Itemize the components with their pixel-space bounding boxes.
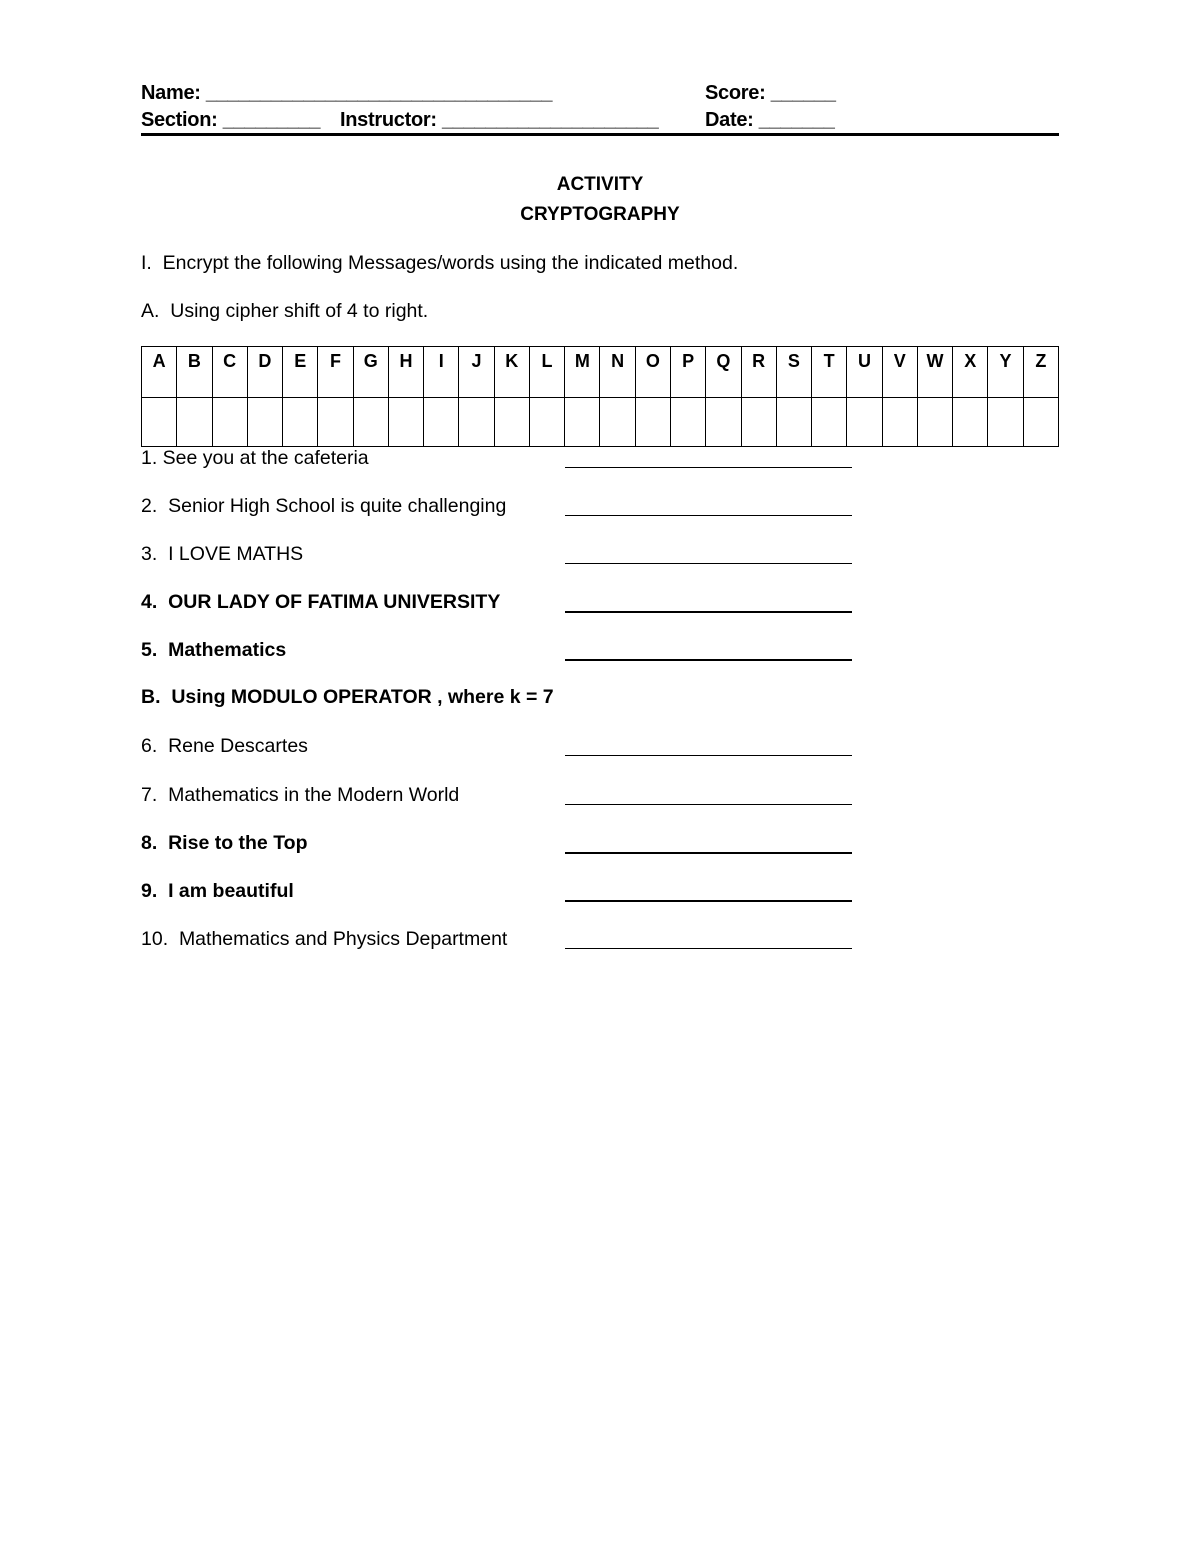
instructor-field-label: Instructor: ____________________ — [340, 109, 659, 131]
cipher-answer-cell[interactable] — [494, 398, 529, 447]
name-field-label: Name: ________________________________ — [141, 82, 553, 104]
cipher-answer-cell[interactable] — [635, 398, 670, 447]
part-a-heading: A. Using cipher shift of 4 to right. — [141, 300, 429, 322]
cipher-answer-cell[interactable] — [459, 398, 494, 447]
alphabet-letter-cell: N — [600, 347, 635, 398]
question-item: 9. I am beautiful — [141, 880, 294, 902]
answer-blank[interactable] — [565, 882, 852, 902]
section-field-label: Section: _________ — [141, 109, 321, 131]
answer-blank[interactable] — [565, 593, 852, 613]
alphabet-letter-cell: U — [847, 347, 882, 398]
alphabet-letter-cell: H — [388, 347, 423, 398]
cipher-answer-cell[interactable] — [776, 398, 811, 447]
alphabet-letter-cell: P — [670, 347, 705, 398]
alphabet-letter-cell: Q — [706, 347, 741, 398]
question-item: 10. Mathematics and Physics Department — [141, 928, 508, 950]
alphabet-letter-cell: F — [318, 347, 353, 398]
cryptography-title: CRYPTOGRAPHY — [520, 204, 680, 225]
cipher-answer-cell[interactable] — [212, 398, 247, 447]
answer-blank[interactable] — [565, 930, 852, 949]
question-item: 1. See you at the cafeteria — [141, 447, 369, 469]
question-item: 2. Senior High School is quite challenging — [141, 495, 507, 517]
cipher-answer-cell[interactable] — [847, 398, 882, 447]
cipher-answer-cell[interactable] — [177, 398, 212, 447]
cipher-answer-cell[interactable] — [318, 398, 353, 447]
activity-title: ACTIVITY — [556, 174, 644, 195]
alphabet-letter-cell: R — [741, 347, 776, 398]
instruction-text: I. Encrypt the following Messages/words using the indicated method. — [141, 252, 739, 274]
alphabet-letters-row — [142, 347, 1059, 398]
alphabet-letter-cell: M — [565, 347, 600, 398]
alphabet-letter-cell: B — [177, 347, 212, 398]
alphabet-letter-cell: G — [353, 347, 388, 398]
alphabet-letter-cell: C — [212, 347, 247, 398]
cipher-answer-cell[interactable] — [142, 398, 177, 447]
score-field-label: Score: ______ — [705, 82, 836, 104]
alphabet-letter-cell: T — [812, 347, 847, 398]
cipher-answer-cell[interactable] — [353, 398, 388, 447]
answer-blank[interactable] — [565, 834, 852, 854]
cipher-answer-cell[interactable] — [388, 398, 423, 447]
cipher-answer-cell[interactable] — [706, 398, 741, 447]
cipher-answer-cell[interactable] — [917, 398, 952, 447]
header-divider — [141, 133, 1059, 136]
cipher-answer-cell[interactable] — [529, 398, 564, 447]
alphabet-letter-cell: E — [283, 347, 318, 398]
question-item: 4. OUR LADY OF FATIMA UNIVERSITY — [141, 591, 501, 613]
alphabet-letter-cell: S — [776, 347, 811, 398]
answer-blank[interactable] — [565, 786, 852, 805]
alphabet-letter-cell: Z — [1023, 347, 1058, 398]
alphabet-letter-cell: O — [635, 347, 670, 398]
alphabet-letter-cell: X — [953, 347, 988, 398]
alphabet-table — [141, 346, 1059, 447]
part-b-heading: B. Using MODULO OPERATOR , where k = 7 — [141, 686, 554, 708]
cipher-answer-cell[interactable] — [565, 398, 600, 447]
cipher-answer-cell[interactable] — [283, 398, 318, 447]
alphabet-letter-cell: I — [424, 347, 459, 398]
cipher-answer-cell[interactable] — [600, 398, 635, 447]
cipher-answer-row — [142, 398, 1059, 447]
question-item: 3. I LOVE MATHS — [141, 543, 304, 565]
cipher-answer-cell[interactable] — [1023, 398, 1058, 447]
cipher-answer-cell[interactable] — [670, 398, 705, 447]
cipher-answer-cell[interactable] — [812, 398, 847, 447]
alphabet-letter-cell: D — [247, 347, 282, 398]
question-item: 7. Mathematics in the Modern World — [141, 784, 460, 806]
cipher-answer-cell[interactable] — [882, 398, 917, 447]
alphabet-letter-cell: V — [882, 347, 917, 398]
cipher-answer-cell[interactable] — [424, 398, 459, 447]
cipher-answer-cell[interactable] — [953, 398, 988, 447]
cipher-answer-cell[interactable] — [741, 398, 776, 447]
answer-blank[interactable] — [565, 497, 852, 516]
alphabet-letter-cell: L — [529, 347, 564, 398]
alphabet-letter-cell: J — [459, 347, 494, 398]
question-item: 8. Rise to the Top — [141, 832, 308, 854]
question-item: 6. Rene Descartes — [141, 735, 308, 757]
alphabet-letter-cell: W — [917, 347, 952, 398]
answer-blank[interactable] — [565, 545, 852, 564]
answer-blank[interactable] — [565, 737, 852, 756]
date-field-label: Date: _______ — [705, 109, 835, 131]
alphabet-letter-cell: K — [494, 347, 529, 398]
answer-blank[interactable] — [565, 641, 852, 661]
alphabet-letter-cell: A — [142, 347, 177, 398]
alphabet-letter-cell: Y — [988, 347, 1023, 398]
cipher-answer-cell[interactable] — [988, 398, 1023, 447]
cipher-answer-cell[interactable] — [247, 398, 282, 447]
answer-blank[interactable] — [565, 449, 852, 468]
question-item: 5. Mathematics — [141, 639, 287, 661]
